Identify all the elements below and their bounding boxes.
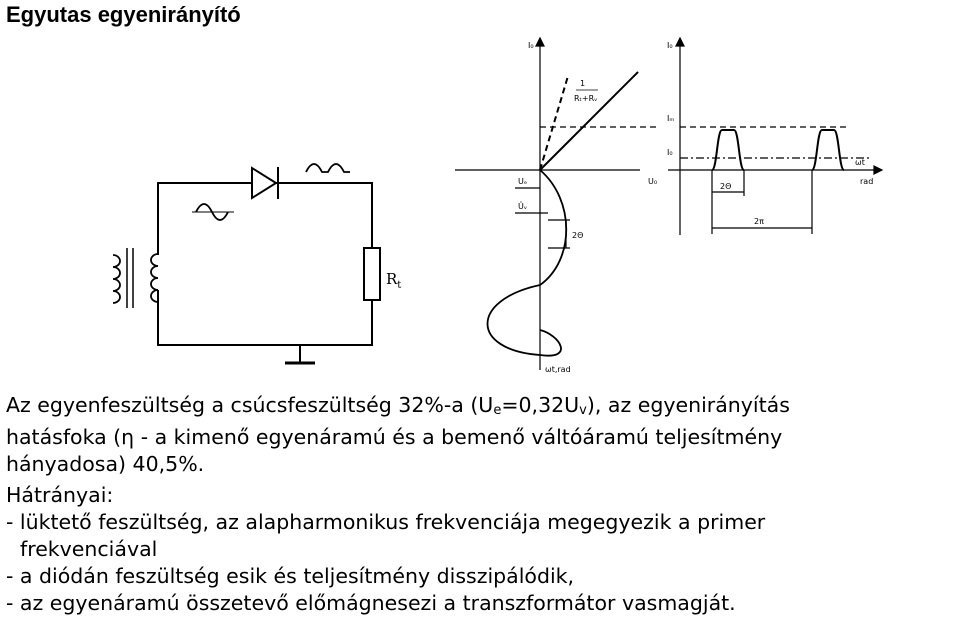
bottom-wire <box>158 290 372 345</box>
load-resistor <box>364 248 380 300</box>
pulse-1 <box>712 130 744 170</box>
resistor-label: $R_t$ <box>386 270 402 291</box>
i0-label: I₀ <box>667 148 673 157</box>
ue-label: Uₑ <box>518 177 528 186</box>
pulse-width-label: 2Θ <box>720 182 732 191</box>
disadvantages-paragraph <box>6 482 954 617</box>
disadvantages-heading: Hátrányai: <box>6 483 114 507</box>
period-label: 2π <box>754 217 764 226</box>
wt-label: ωt <box>855 158 865 167</box>
transformer <box>113 248 158 308</box>
circuit <box>113 164 380 363</box>
u0-label: U₀ <box>648 177 658 186</box>
pulses-y-label: I₀ <box>667 41 673 50</box>
disadvantage-item-1: - lüktető feszültség, az alapharmonikus frekvenciája megegyezik a primer <box>6 510 766 534</box>
slope-top-label: 1 <box>580 79 586 88</box>
halfwave-output-symbol <box>306 164 350 172</box>
disadvantage-item-3: - az egyenáramú összetevő előmágnesezi a transzformátor vasmagját. <box>6 591 736 615</box>
efficiency-paragraph <box>6 392 954 478</box>
input-sine-wave <box>488 170 567 356</box>
transfer-characteristic <box>455 38 660 370</box>
pulse-2 <box>812 130 844 170</box>
p1-line-1: Az egyenfeszültség a csúcsfeszültség 32%-a $(U_e=0,32U_v)$, az egyenirányítás <box>6 393 790 418</box>
rad-label: rad <box>860 177 874 186</box>
uv-label: Ûᵥ <box>518 202 528 211</box>
im-label: Iₘ <box>667 114 675 123</box>
p1-line-3: hányadosa) 40,5%. <box>6 452 205 476</box>
diode <box>252 167 278 199</box>
top-wire <box>158 183 372 255</box>
disadvantage-item-1-cont: frekvenciával <box>20 537 158 561</box>
transfer-bottom-label: ωt,rad <box>545 365 571 374</box>
transfer-y-label: I₀ <box>528 41 534 50</box>
slope-bottom-label: Rₜ+Rᵥ <box>574 94 598 103</box>
disadvantage-item-2: - a diódán feszültség esik és teljesítmény disszipálódik, <box>6 564 575 588</box>
page-title: Egyutas egyenirányító <box>6 2 241 27</box>
angle-label: 2Θ <box>572 231 584 240</box>
output-pulses <box>668 38 882 235</box>
p1-line-2: hatásfoka (η - a kimenő egyenáramú és a bemenő váltóáramú teljesítmény <box>6 425 783 449</box>
